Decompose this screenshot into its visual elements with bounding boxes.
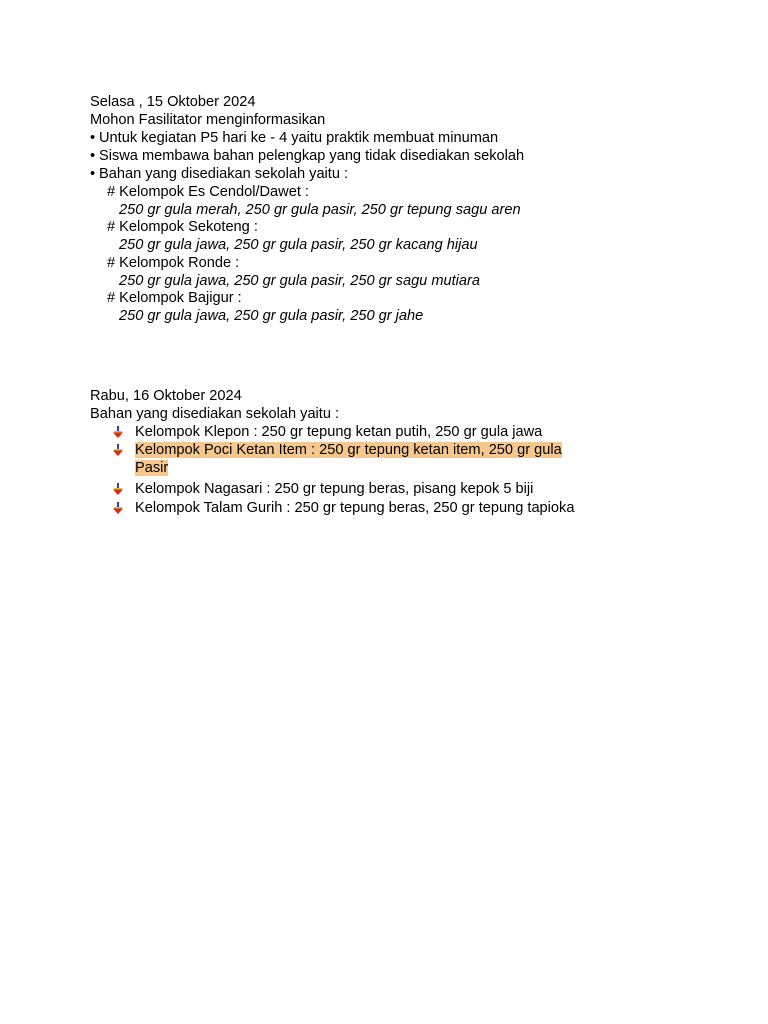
group-items-ronde: 250 gr gula jawa, 250 gr gula pasir, 250 gr sagu mutiara xyxy=(119,273,481,289)
day2-date: Rabu, 16 Oktober 2024 xyxy=(90,388,242,404)
bullet-dot: • xyxy=(90,130,96,146)
group-name-ronde: # Kelompok Ronde : xyxy=(107,255,240,271)
bullet-text: Bahan yang disediakan sekolah yaitu : xyxy=(99,166,349,182)
day1-bullet-2 xyxy=(90,147,524,165)
arrow-down-bullet-icon xyxy=(112,444,124,456)
day1-bullet-1 xyxy=(90,129,498,147)
arrow-down-bullet-icon xyxy=(112,483,124,495)
group-name-bajigur: # Kelompok Bajigur : xyxy=(107,290,242,306)
day1-date: Selasa , 15 Oktober 2024 xyxy=(90,94,256,110)
group-items-sekoteng: 250 gr gula jawa, 250 gr gula pasir, 250 gr kacang hijau xyxy=(119,237,478,253)
day2-intro: Bahan yang disediakan sekolah yaitu : xyxy=(90,406,340,422)
list-item-nagasari: Kelompok Nagasari : 250 gr tepung beras, pisang kepok 5 biji xyxy=(135,481,534,497)
group-items-bajigur: 250 gr gula jawa, 250 gr gula pasir, 250 gr jahe xyxy=(119,308,424,324)
group-name-sekoteng: # Kelompok Sekoteng : xyxy=(107,219,258,235)
day1-bullet-3 xyxy=(90,165,348,183)
day1-intro: Mohon Fasilitator menginformasikan xyxy=(90,112,326,128)
bullet-dot: • xyxy=(90,166,96,182)
highlighted-text-line-1: Kelompok Poci Ketan Item : 250 gr tepung ketan item, 250 gr gula xyxy=(135,442,562,458)
highlighted-text-line-2: Pasir xyxy=(135,460,169,476)
bullet-text: Siswa membawa bahan pelengkap yang tidak disediakan sekolah xyxy=(99,148,525,164)
list-item-klepon: Kelompok Klepon : 250 gr tepung ketan putih, 250 gr gula jawa xyxy=(135,424,543,440)
group-items-es-cendol: 250 gr gula merah, 250 gr gula pasir, 250 gr tepung sagu aren xyxy=(119,202,521,218)
arrow-down-bullet-icon xyxy=(112,502,124,514)
list-item-talam-gurih: Kelompok Talam Gurih : 250 gr tepung beras, 250 gr tepung tapioka xyxy=(135,500,575,516)
group-name-es-cendol: # Kelompok Es Cendol/Dawet : xyxy=(107,184,309,200)
arrow-down-bullet-icon xyxy=(112,426,124,438)
list-item-poci-ketan-item xyxy=(135,441,562,477)
bullet-text: Untuk kegiatan P5 hari ke - 4 yaitu praktik membuat minuman xyxy=(99,130,499,146)
bullet-dot: • xyxy=(90,148,96,164)
